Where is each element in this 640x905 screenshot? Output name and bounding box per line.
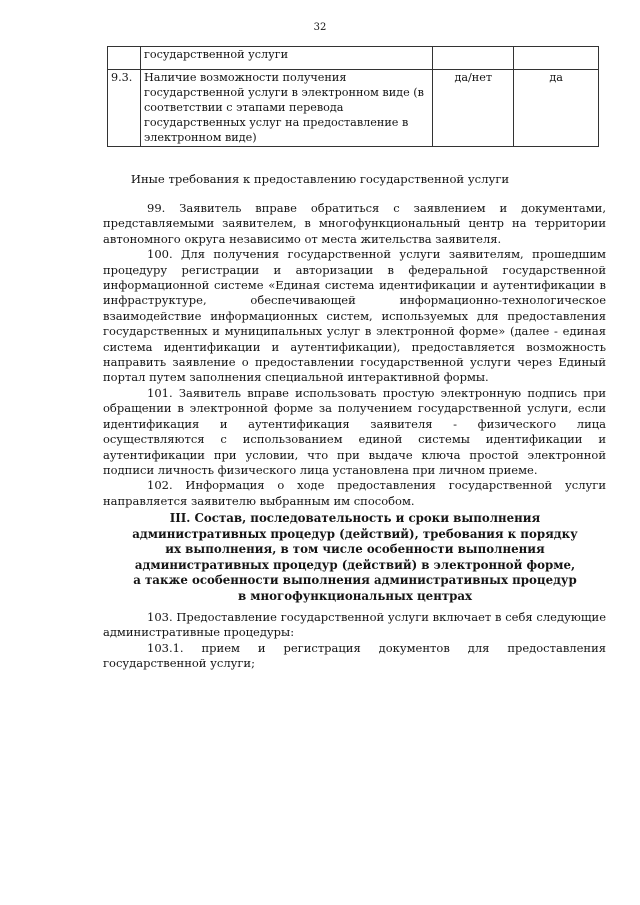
paragraph-99: 99. Заявитель вправе обратиться с заявлением и документами, представляемыми заявителем, в многофункциональный центр на территории автономного округа независимо от места жительства заявителя.: [103, 201, 606, 246]
paragraph-103-1: 103.1. прием и регистрация документов для предоставления государственной услуги;: [103, 640, 606, 671]
section-title-line: административных процедур (действий) в электронной форме,: [134, 557, 576, 572]
table-row: [108, 47, 599, 70]
row-number-cell: 9.3.: [108, 70, 141, 147]
paragraph-101: 101. Заявитель вправе использовать простую электронную подпись при обращении в электронной форме за получением государственной услуги, если идентификация и аутентификация заявителя - физического лица осуществляются с использованием единой системы идентификации и аутентификации при условии, что при выдаче ключа простой электронной подписи личность физического лица установлена при личном приеме.: [103, 385, 606, 477]
section-title-line: в многофункциональных центрах: [237, 588, 473, 603]
procedures-paragraphs: [103, 610, 606, 672]
paragraph-100: 100. Для получения государственной услуги заявителям, прошедшим процедуру регистрации и авторизации в федеральной государственной информационной системе «Единая система идентификации и аутентификации в инфраструктуре, обеспечивающей информационно-технологическое взаимодействие информационных систем, используемых для предоставления государственных и муниципальных услуг в электронной форме» (далее - единая система идентификации и аутентификации), предоставляется возможность направить заявление о предоставлении государственной услуги через Единый портал путем заполнения специальной интерактивной формы.: [103, 247, 606, 385]
paragraph-102: 102. Информация о ходе предоставления государственной услуги направляется заявителю выбранным им способом.: [103, 478, 606, 508]
section-title-line: их выполнения, в том числе особенности выполнения: [165, 542, 545, 557]
row-text-cell: Наличие возможности получения государственной услуги в электронном виде (в соответствии с этапами перевода государственных услуг на предоставление в электронном виде): [140, 70, 432, 147]
requirements-table: [107, 46, 599, 147]
row-unit-cell: [433, 47, 514, 70]
table-row: [108, 70, 599, 147]
section-title-line: III. Состав, последовательность и сроки выполнения: [169, 511, 541, 525]
body-paragraphs: [103, 201, 606, 509]
paragraph-103: 103. Предоставление государственной услуги включает в себя следующие административные процедуры:: [103, 610, 606, 640]
section-title-line: а также особенности выполнения административных процедур: [133, 573, 577, 588]
row-value-cell: [514, 47, 599, 70]
row-value-cell: да: [514, 70, 599, 147]
row-unit-cell: да/нет: [433, 70, 514, 147]
section-title-line: административных процедур (действий), требования к порядку: [132, 526, 578, 541]
page-number: 32: [313, 22, 327, 33]
subsection-heading: Иные требования к предоставлению государственной услуги: [130, 172, 510, 186]
row-text-cell: государственной услуги: [140, 47, 432, 70]
row-number-cell: [108, 47, 141, 70]
section-title: [120, 511, 590, 605]
